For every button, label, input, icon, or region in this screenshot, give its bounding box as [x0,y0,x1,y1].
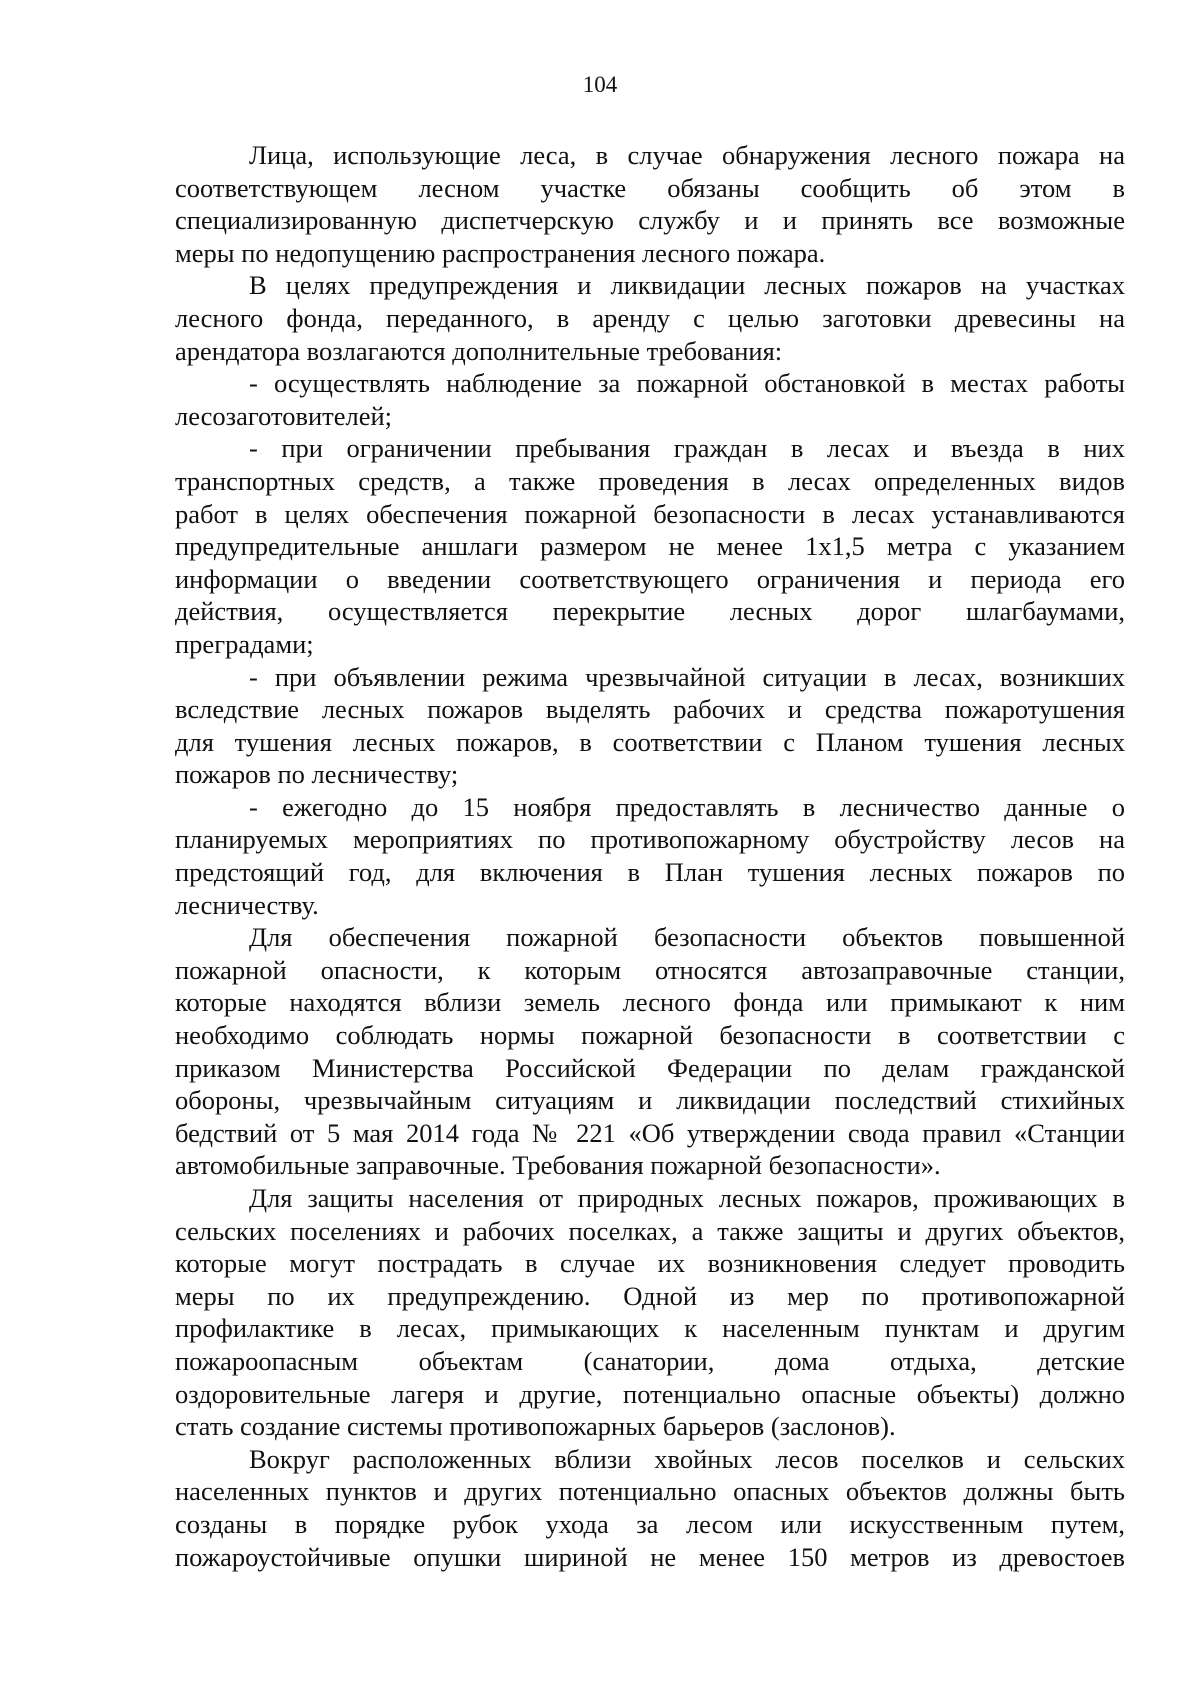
text-line: пожарной опасности, к которым относятся автозаправочные станции, [175,954,1125,985]
text-line: транспортных средств, а также проведения в лесах определенных видов [175,465,1125,496]
paragraph [175,432,1125,660]
text-line: которые могут пострадать в случае их возникновения следует проводить [175,1248,1125,1279]
paragraph [175,661,1125,791]
text-line: - при объявлении режима чрезвычайной ситуации в лесах, возникших [249,661,1125,692]
text-line: обороны, чрезвычайным ситуациям и ликвидации последствий стихийных [175,1085,1125,1116]
paragraph [175,921,1125,1182]
paragraph [175,139,1125,269]
text-line: планируемых мероприятиях по противопожарному обустройству лесов на [175,824,1125,855]
paragraph [175,1182,1125,1443]
text-line: В целях предупреждения и ликвидации лесных пожаров на участках [249,270,1125,301]
text-line: лесничеству. [175,889,319,920]
text-line: Лица, использующие леса, в случае обнаружения лесного пожара на [249,140,1125,170]
text-line: созданы в порядке рубок ухода за лесом или искусственным путем, [175,1508,1125,1539]
text-line: преградами; [175,628,314,659]
text-line: меры по их предупреждению. Одной из мер по противопожарной [175,1280,1125,1311]
text-line: приказом Министерства Российской Федерации по делам гражданской [175,1052,1125,1083]
text-line: населенных пунктов и других потенциально опасных объектов должны быть [175,1476,1125,1507]
text-line: бедствий от 5 мая 2014 года № 221 «Об утверждении свода правил «Станции [175,1117,1125,1148]
text-line: Для защиты населения от природных лесных пожаров, проживающих в [249,1183,1125,1213]
text-line: лесозаготовителей; [175,400,393,431]
paragraph [175,791,1125,921]
text-line: - осуществлять наблюдение за пожарной обстановкой в местах работы [249,368,1125,399]
text-line: автомобильные заправочные. Требования пожарной безопасности». [175,1150,941,1181]
text-line: предупредительные аншлаги размером не менее 1х1,5 метра с указанием [175,531,1125,562]
text-line: предстоящий год, для включения в План тушения лесных пожаров по [175,857,1125,888]
text-line: пожаров по лесничеству; [175,759,459,790]
text-line: лесного фонда, переданного, в аренду с целью заготовки древесины на [175,302,1125,333]
text-line: стать создание системы противопожарных барьеров (заслонов). [175,1411,896,1442]
text-line: соответствующем лесном участке обязаны сообщить об этом в [175,172,1125,203]
text-line: которые находятся вблизи земель лесного фонда или примыкают к ним [175,987,1125,1018]
text-line: - при ограничении пребывания граждан в лесах и въезда в них [249,433,1125,464]
text-line: необходимо соблюдать нормы пожарной безопасности в соответствии с [175,1020,1125,1051]
paragraph [175,367,1125,432]
text-line: профилактике в лесах, примыкающих к населенным пунктам и другим [175,1313,1125,1344]
page-number: 104 [582,72,618,97]
text-line: - ежегодно до 15 ноября предоставлять в лесничество данные о [249,791,1125,822]
text-line: пожароопасным объектам (санатории, дома отдыха, детские [175,1345,1125,1376]
text-line: оздоровительные лагеря и другие, потенциально опасные объекты) должно [175,1378,1125,1409]
text-line: информации о введении соответствующего ограничения и периода его [175,563,1125,594]
text-line: работ в целях обеспечения пожарной безопасности в лесах устанавливаются [175,498,1125,529]
text-line: сельских поселениях и рабочих поселках, а также защиты и других объектов, [175,1215,1125,1246]
paragraph [175,1443,1125,1573]
text-line: действия, осуществляется перекрытие лесных дорог шлагбаумами, [175,596,1125,627]
text-line: пожароустойчивые опушки шириной не менее 150 метров из древостоев [175,1541,1125,1572]
text-line: Вокруг расположенных вблизи хвойных лесов поселков и сельских [249,1443,1125,1474]
text-line: для тушения лесных пожаров, в соответствии с Планом тушения лесных [175,726,1125,757]
text-line: специализированную диспетчерскую службу и и принять все возможные [175,205,1125,236]
document-body [175,139,1125,1573]
text-line: Для обеспечения пожарной безопасности объектов повышенной [249,922,1125,953]
text-line: меры по недопущению распространения лесного пожара. [175,237,826,268]
paragraph [175,269,1125,367]
text-line: арендатора возлагаются дополнительные требования: [175,335,783,366]
text-line: вследствие лесных пожаров выделять рабочих и средства пожаротушения [175,694,1125,725]
